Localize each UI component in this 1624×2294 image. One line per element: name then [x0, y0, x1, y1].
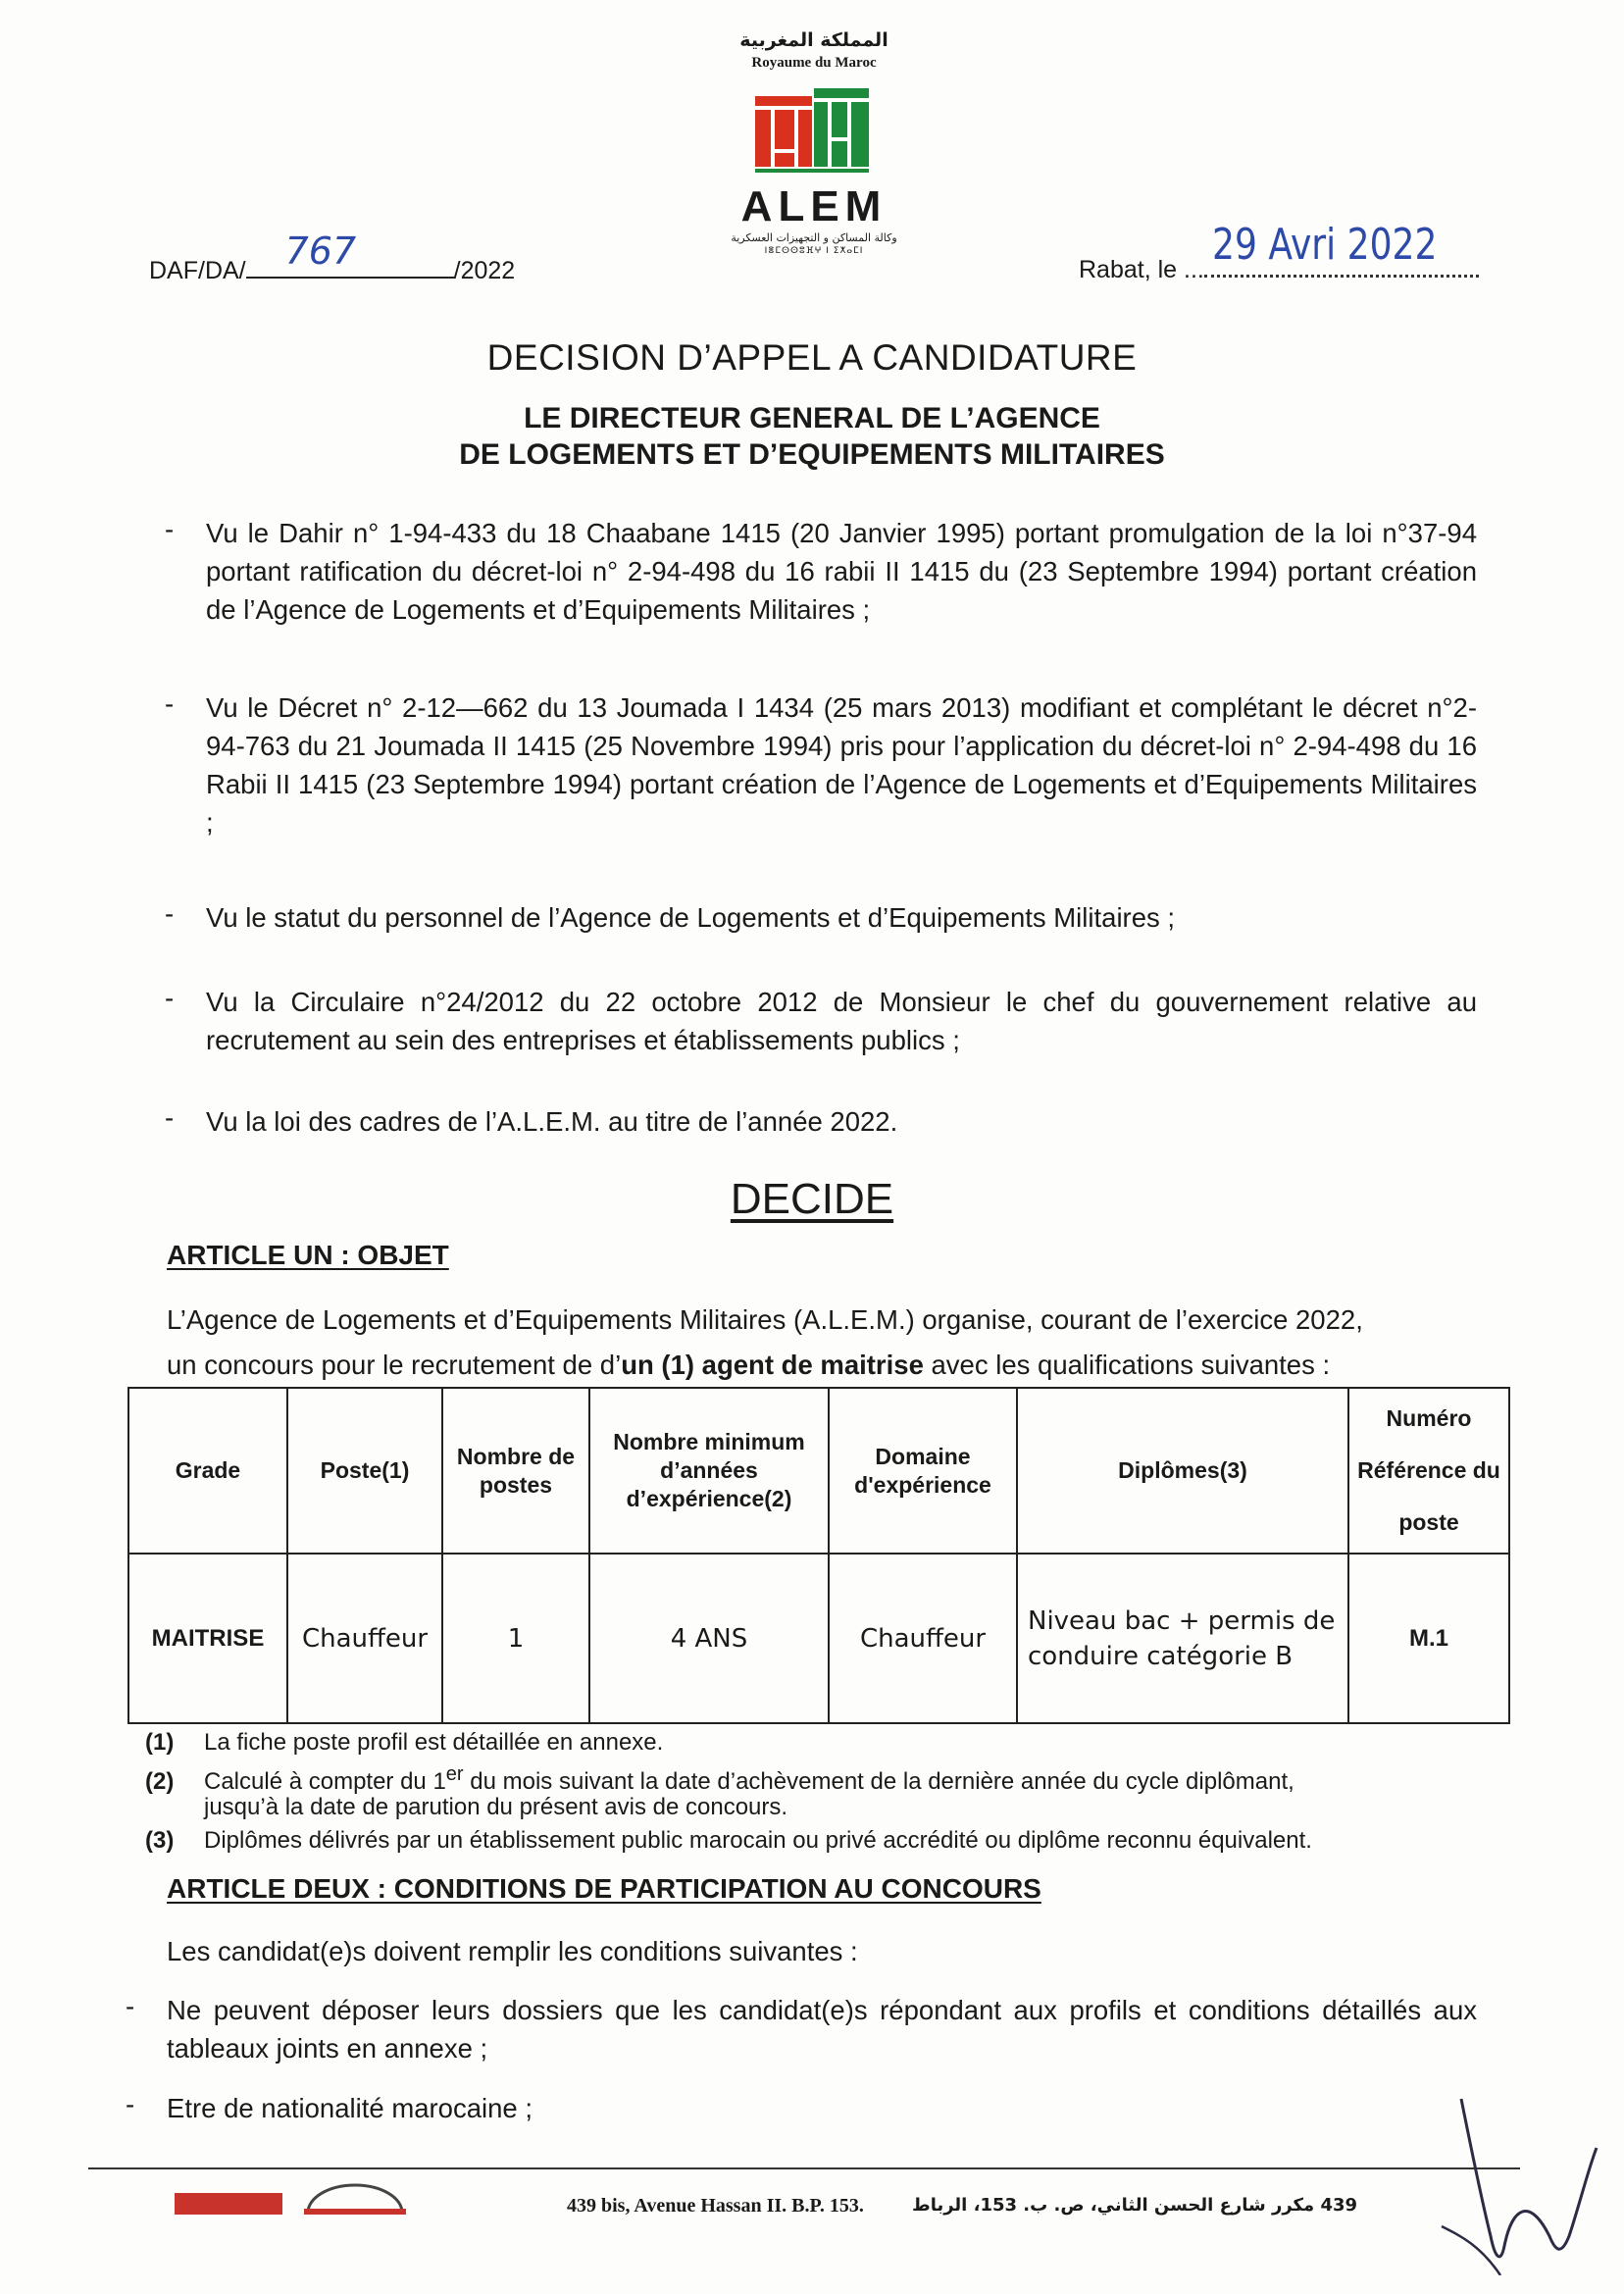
reference-prefix: DAF/DA/ [149, 257, 246, 284]
footer-address-arabic: 439 مكرر شارع الحسن الثاني، ص. ب. 153، الرباط [912, 2195, 1358, 2216]
header-reference-line-2: Référence du [1357, 1457, 1500, 1483]
place-date [1079, 220, 1479, 284]
bureau-veritas-seal-icon [304, 2183, 406, 2215]
considerant-5: Vu la loi des cadres de l’A.L.E.M. au titre de l’année 2022. [206, 1106, 898, 1137]
footnote-text: Calculé à compter du 1 [204, 1768, 446, 1795]
footnote-text-end: du mois suivant la date d’achèvement de la dernière année du cycle diplômant, [463, 1768, 1294, 1795]
footnote-number: (1) [145, 1729, 175, 1756]
article-1-line-1: L’Agence de Logements et d’Equipements Militaires (A.L.E.M.) organise, courant de l’exercice 2022, [167, 1304, 1363, 1335]
bullet-dash: - [165, 983, 175, 1013]
table-header-row [128, 1388, 1509, 1554]
certification-stamp-icon [175, 2193, 282, 2215]
document-title: DECISION D’APPEL A CANDIDATURE [486, 337, 1138, 378]
cell-diplomes-line-1: Niveau bac + permis de [1028, 1606, 1336, 1636]
bullet-dash: - [165, 1102, 175, 1133]
reference-field [246, 229, 454, 279]
article-1-bold-text: un (1) agent de maitrise [621, 1350, 924, 1380]
header-diplomes: Diplômes(3) [1017, 1388, 1348, 1554]
agency-acronym: ALEM [740, 182, 888, 230]
condition-1: Ne peuvent déposer leurs dossiers que les candidat(e)s répondant aux profils et conditions détaillés aux tableaux joints en annexe ; [167, 1995, 1477, 2064]
reference-number [149, 229, 516, 285]
alem-logo-icon [753, 82, 871, 180]
decide-heading: DECIDE [730, 1175, 894, 1223]
footnote-1 [145, 1730, 663, 1756]
footer-divider [88, 2167, 1520, 2169]
place-label: Rabat, le ... [1079, 256, 1204, 283]
agency-name-tifinagh: ⵏⴻⵎⵙⵙⵓⴼⵖ ⵏ ⵉⵅⴰⵎⵏ [764, 246, 864, 256]
cell-experience: 4 ANS [589, 1554, 829, 1723]
kingdom-name-arabic: المملكة المغربية [739, 29, 888, 51]
cell-diplomes [1017, 1554, 1348, 1723]
considerant-4: Vu la Circulaire n°24/2012 du 22 octobre 2012 de Monsieur le chef du gouvernement relative au recrutement au sein des entreprises et établissements publics ; [206, 987, 1477, 1055]
cell-nombre: 1 [442, 1554, 589, 1723]
article-1-text-end: avec les qualifications suivantes : [923, 1350, 1331, 1380]
date-handwritten: 29 Avri 2022 [1211, 220, 1438, 270]
footnote-number: (2) [145, 1768, 175, 1795]
condition-2: Etre de nationalité marocaine ; [167, 2093, 533, 2123]
header-reference [1348, 1388, 1509, 1554]
subtitle-line-2: DE LOGEMENTS ET D’EQUIPEMENTS MILITAIRES [459, 438, 1165, 471]
cell-grade: MAITRISE [128, 1554, 287, 1723]
article-1-line-2 [167, 1346, 1510, 1385]
table-row [128, 1554, 1509, 1723]
agency-name-arabic: وكالة المساكن و التجهيزات العسكرية [731, 231, 897, 244]
cell-domaine: Chauffeur [829, 1554, 1017, 1723]
footnote-2 [145, 1761, 1479, 1820]
considerant-1: Vu le Dahir n° 1-94-433 du 18 Chaabane 1415 (20 Janvier 1995) portant promulgation de la loi n°37-94 portant ratification du décret-loi n° 2-94-498 du 16 rabii II 1415 du (23 Septembre 1994) portant création de l’Agence de Logements et d’Equipements Militaires ; [206, 518, 1477, 625]
signature-icon [1432, 2089, 1599, 2275]
considerant-2: Vu le Décret n° 2-12—662 du 13 Joumada I 1434 (25 mars 2013) modifiant et complétant le décret n°2-94-763 du 21 Joumada II 1415 (25 Novembre 1994) pris pour l’application du décret-loi n° 2-94-498 du 16 Rabii II 1415 (23 Septembre 1994) portant création de l’Agence de Logements et d’Equipements Militaires ; [206, 692, 1477, 838]
footnote-text: La fiche poste profil est détaillée en annexe. [204, 1729, 664, 1756]
footnote-3 [145, 1828, 1312, 1854]
header-nombre: Nombre de postes [442, 1388, 589, 1554]
cell-diplomes-line-2: conduire catégorie B [1028, 1641, 1294, 1671]
header-reference-line-1: Numéro [1386, 1405, 1472, 1431]
bullet-dash: - [165, 688, 175, 719]
subtitle-line-1: LE DIRECTEUR GENERAL DE L’AGENCE [524, 402, 1100, 434]
footnote-number: (3) [145, 1827, 175, 1854]
kingdom-name-french: Royaume du Maroc [751, 55, 877, 71]
article-2-intro: Les candidat(e)s doivent remplir les conditions suivantes : [167, 1936, 858, 1966]
header-experience: Nombre minimum d’années d’expérience(2) [589, 1388, 829, 1554]
bullet-dash: - [165, 514, 175, 544]
footnote-superscript: er [445, 1763, 464, 1785]
considerant-3: Vu le statut du personnel de l’Agence de Logements et d’Equipements Militaires ; [206, 902, 1176, 933]
reference-handwritten-number: 767 [284, 229, 357, 273]
header-poste: Poste(1) [287, 1388, 442, 1554]
date-field [1204, 220, 1479, 278]
footnote-text: Diplômes délivrés par un établissement public marocain ou privé accrédité ou diplôme reconnu équivalent. [204, 1827, 1312, 1854]
bullet-dash: - [126, 2089, 135, 2119]
cell-reference: M.1 [1348, 1554, 1509, 1723]
article-2-heading: ARTICLE DEUX : CONDITIONS DE PARTICIPATION AU CONCOURS [167, 1873, 1041, 1904]
cell-poste: Chauffeur [287, 1554, 442, 1723]
footer-address-french: 439 bis, Avenue Hassan II. B.P. 153. [567, 2195, 864, 2217]
article-1-text: un concours pour le recrutement de d’ [167, 1350, 622, 1380]
header-reference-line-3: poste [1398, 1509, 1459, 1535]
bullet-dash: - [126, 1991, 135, 2021]
reference-year: /2022 [453, 257, 516, 284]
article-1-heading: ARTICLE UN : OBJET [167, 1240, 449, 1270]
header-grade: Grade [128, 1388, 287, 1554]
qualifications-table [127, 1387, 1510, 1724]
bullet-dash: - [165, 898, 175, 929]
header-domaine: Domaine d'expérience [829, 1388, 1017, 1554]
footnote-text-line-2: jusqu’à la date de parution du présent avis de concours. [204, 1794, 788, 1820]
